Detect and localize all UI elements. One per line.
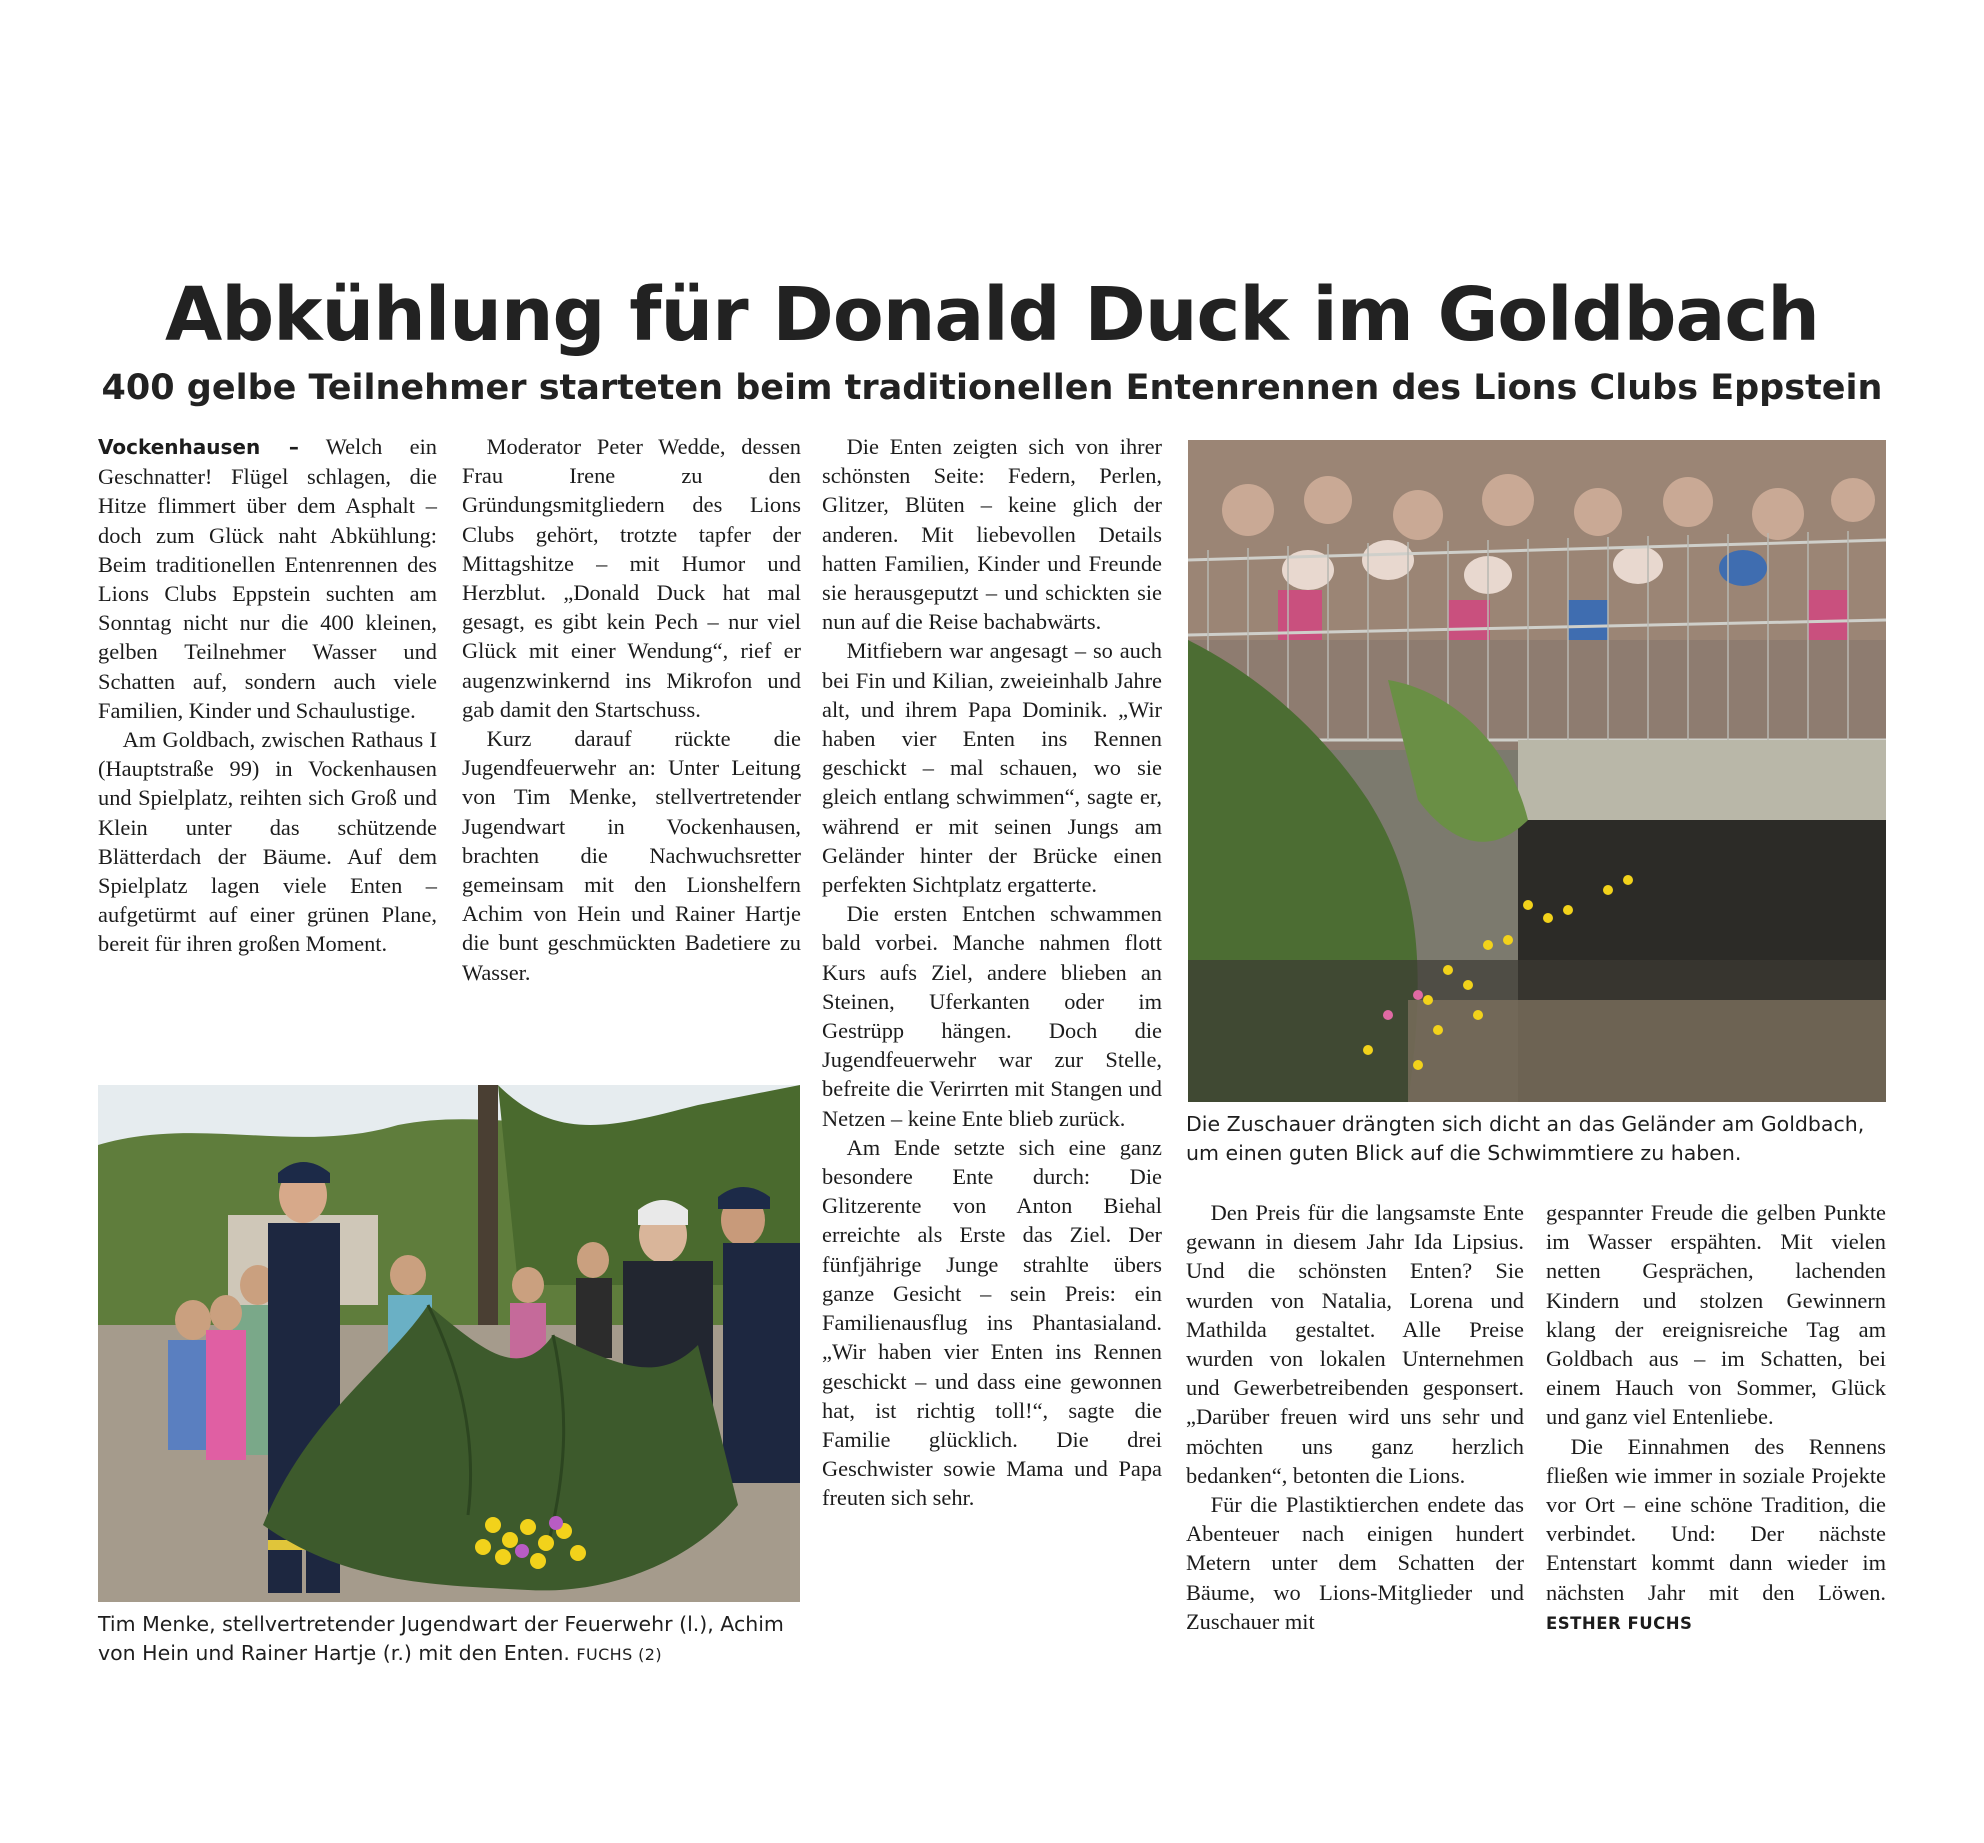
photo-credit: FUCHS (2) — [576, 1645, 662, 1664]
article-column-1 — [98, 432, 437, 959]
paragraph: Für die Plastiktierchen endete das Abenteuer nach einigen hundert Metern unter dem Schatten der Bäume, wo Lions-Mitglieder und Zuschauer mit — [1186, 1492, 1524, 1634]
photo-left-caption-text: Tim Menke, stellvertretender Jugendwart der Feuerwehr (l.), Achim von Hein und Rainer Hartje (r.) mit den Enten. — [98, 1612, 784, 1665]
paragraph: Den Preis für die langsamste Ente gewann in diesem Jahr Ida Lipsius. Und die schönsten Enten? Sie wurden von Natalia, Lorena und Mathilda gestaltet. Alle Preise wurden von lokalen Unternehmen und Gewerbetreibenden gesponsert. „Darüber freuen wird uns sehr und möchten uns ganz herzlich bedanken“, betonten die Lions. — [1186, 1200, 1524, 1488]
article-column-4 — [1186, 1198, 1524, 1636]
photo-spectators-illustration — [1188, 440, 1886, 1102]
photo-left-caption — [98, 1610, 800, 1669]
article-column-5 — [1546, 1198, 1886, 1638]
closing-text: Die Einnahmen des Rennens fließen wie immer in soziale Projekte vor Ort – eine schöne Tradition, die verbindet. Und: Der nächste Entenstart kommt dann wieder im nächsten Jahr mit den Löwen. — [1546, 1433, 1886, 1605]
paragraph: gespannter Freude die gelben Punkte im Wasser erspähten. Mit vielen netten Gesprächen, lachenden Kindern und stolzen Gewinnern klang der ereignisreiche Tag am Goldbach aus – im Schatten, bei einem Hauch von Sommer, Glück und ganz viel Entenliebe. — [1546, 1200, 1886, 1430]
photo-spectators-railing — [1188, 440, 1886, 1102]
photo-team-with-ducks — [98, 1085, 800, 1602]
paragraph: Am Ende setzte sich eine ganz besondere Ente durch: Die Glitzerente von Anton Biehal erreichte als Erste das Ziel. Der fünfjährige Junge strahlte übers ganze Gesicht – sein Preis: ein Familienausflug ins Phantasialand. „Wir haben vier Enten ins Rennen geschickt – und dass eine gewonnen hat, ist richtig toll!“, sagte die Familie glücklich. Die drei Geschwister sowie Mama und Papa freuten sich sehr. — [822, 1134, 1162, 1511]
author-byline: ESTHER FUCHS — [1546, 1613, 1693, 1633]
photo-team-illustration — [98, 1085, 800, 1602]
subheadline: 400 gelbe Teilnehmer starteten beim traditionellen Entenrennen des Lions Clubs Eppstein — [101, 368, 1883, 408]
paragraph: Die ersten Entchen schwammen bald vorbei. Manche nahmen flott Kurs aufs Ziel, andere blieben an Steinen, Uferkanten oder im Gestrüpp hängen. Doch die Jugendfeuerwehr war zur Stelle, befreite die Verirrten mit Stangen und Netzen – keine Ente blieb zurück. — [822, 901, 1162, 1131]
paragraph: Moderator Peter Wedde, dessen Frau Irene zu den Gründungsmitgliedern des Lions Clubs gehört, trotzte tapfer der Mittagshitze – mit Humor und Herzblut. „Donald Duck hat mal gesagt, es gibt kein Pech – nur viel Glück mit einer Wendung“, rief er augenzwinkernd ins Mikrofon und gab damit den Startschuss. — [462, 434, 801, 722]
paragraph: Mitfiebern war angesagt – so auch bei Fin und Kilian, zweieinhalb Jahre alt, und ihrem Papa Dominik. „Wir haben vier Enten ins Rennen geschickt – mal schauen, wo sie gleich entlang schwimmen“, sagte er, während er mit seinen Jungs am Geländer hinter der Brücke einen perfekten Sichtplatz ergatterte. — [822, 638, 1162, 898]
article-column-2 — [462, 432, 801, 987]
lead-text: Welch ein Geschnatter! Flügel schlagen, die Hitze flimmert über dem Asphalt – doch zum Glück naht Abkühlung: Beim traditionellen Entenrennen des Lions Clubs Eppstein suchten am Sonntag nicht nur die 400 kleinen, gelben Teilnehmer Wasser und Schatten auf, sondern auch viele Familien, Kinder und Schaulustige. — [98, 434, 437, 723]
headline: Abkühlung für Donald Duck im Goldbach — [165, 272, 1819, 358]
paragraph — [1546, 1432, 1886, 1638]
lead-paragraph — [98, 432, 437, 725]
paragraph: Kurz darauf rückte die Jugendfeuerwehr an: Unter Leitung von Tim Menke, stellvertretender Jugendwart in Vockenhausen, brachten die Nachwuchsretter gemeinsam mit den Lionshelfern Achim von Hein und Rainer Hartje die bunt geschmückten Badetiere zu Wasser. — [462, 726, 801, 985]
photo-right-caption: Die Zuschauer drängten sich dicht an das Geländer am Goldbach, um einen guten Blick auf die Schwimmtiere zu haben. — [1186, 1112, 1865, 1165]
paragraph: Am Goldbach, zwischen Rathaus I (Hauptstraße 99) in Vockenhausen und Spielplatz, reihten sich Groß und Klein unter das schützende Blätterdach der Bäume. Auf dem Spielplatz lagen viele Enten – aufgetürmt auf einer grünen Plane, bereit für ihren großen Moment. — [98, 727, 437, 957]
paragraph: Die Enten zeigten sich von ihrer schönsten Seite: Federn, Perlen, Glitzer, Blüten – keine glich der anderen. Mit liebevollen Details hatten Familien, Kinder und Freunde sie herausgeputzt – und schickten sie nun auf die Reise bachabwärts. — [822, 434, 1162, 635]
article-column-3 — [822, 432, 1162, 1513]
dateline: Vockenhausen – — [98, 435, 299, 459]
